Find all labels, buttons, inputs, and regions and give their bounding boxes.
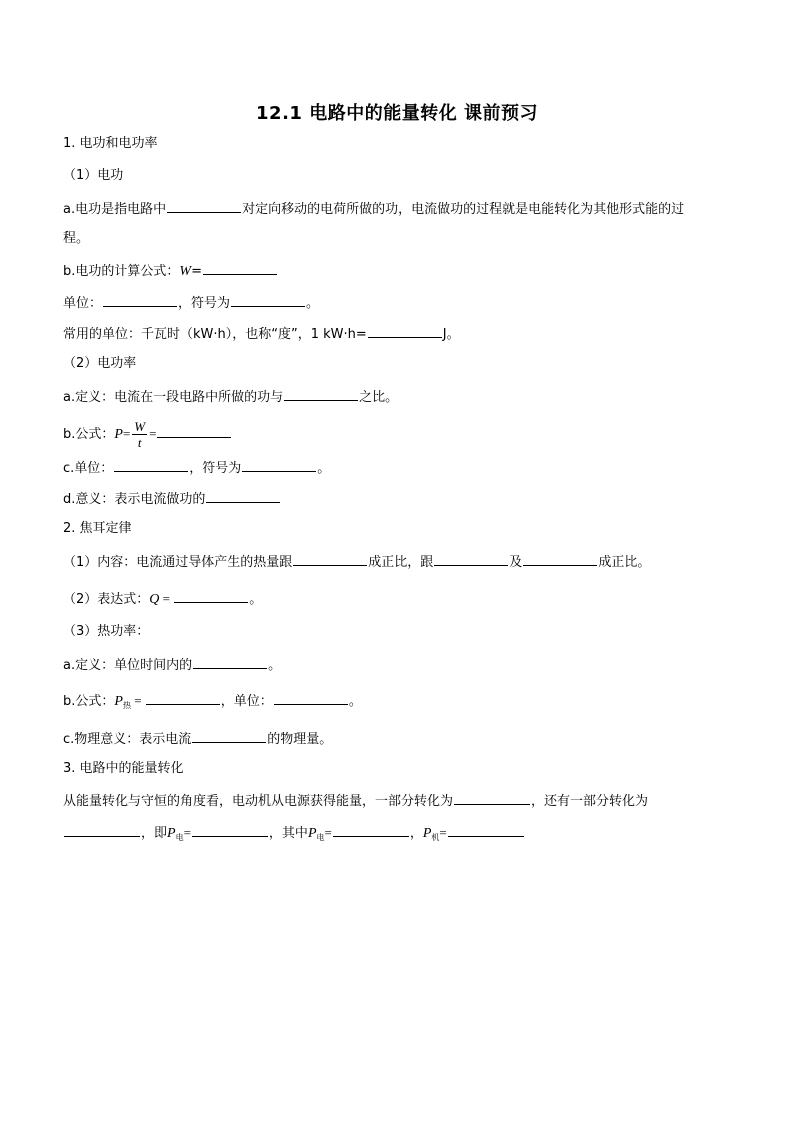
answer-blank[interactable] xyxy=(103,292,177,307)
question-1a xyxy=(63,198,684,218)
answer-blank[interactable] xyxy=(333,822,409,837)
equals: = xyxy=(183,825,191,840)
subheading-heat-power: （3）热功率： xyxy=(63,624,150,639)
p-letter: P xyxy=(167,826,176,841)
answer-blank[interactable] xyxy=(434,551,508,566)
text: （1）内容：电流通过导体产生的热量跟 xyxy=(63,555,293,570)
variable-w: W xyxy=(179,264,192,279)
p-letter: P xyxy=(422,826,432,841)
fraction-w-over-t xyxy=(132,419,147,450)
variable-q: Q xyxy=(149,592,160,607)
equals: = xyxy=(439,825,447,840)
section-2-heading: 2. 焦耳定律 xyxy=(63,521,132,536)
variable-p-heat xyxy=(114,694,131,709)
numerator: W xyxy=(134,419,146,434)
answer-blank[interactable] xyxy=(206,488,280,503)
text: ，还有一部分转化为 xyxy=(531,794,649,809)
variable-p-electric xyxy=(308,826,325,841)
text: 成正比，跟 xyxy=(368,555,434,570)
question-unit xyxy=(63,292,319,312)
subscript-electric: 电 xyxy=(175,833,184,842)
question-energy-conversion xyxy=(63,790,648,810)
equals: = xyxy=(324,825,332,840)
answer-blank[interactable] xyxy=(193,654,267,669)
answer-blank[interactable] xyxy=(157,423,231,438)
equals: = xyxy=(159,591,174,606)
question-power-d xyxy=(63,488,281,508)
text: ，符号为 xyxy=(189,461,242,476)
text: 从能量转化与守恒的角度看，电动机从电源获得能量，一部分转化为 xyxy=(63,794,454,809)
text: 常用的单位：千瓦时（kW·h），也称“度”，1 kW·h= xyxy=(63,327,367,342)
question-heat-a xyxy=(63,654,281,674)
text: 。 xyxy=(268,658,282,673)
text: c.物理意义：表示电流 xyxy=(63,732,192,747)
subheading-electric-work: （1）电功 xyxy=(63,168,124,183)
text: 。 xyxy=(317,461,331,476)
equals: = xyxy=(130,693,145,708)
text: b.公式： xyxy=(63,694,115,709)
question-joule-content xyxy=(63,551,650,571)
denominator: t xyxy=(137,435,142,450)
question-common-unit xyxy=(63,323,460,343)
text: a.定义：单位时间内的 xyxy=(63,658,193,673)
equals: = xyxy=(149,426,157,441)
text: b.公式： xyxy=(63,427,115,442)
text: d.意义：表示电流做功的 xyxy=(63,492,206,507)
question-1b xyxy=(63,260,278,280)
text: a.电功是指电路中 xyxy=(63,202,167,217)
answer-blank[interactable] xyxy=(293,551,367,566)
subscript-electric: 电 xyxy=(316,833,325,842)
subheading-electric-power: （2）电功率 xyxy=(63,356,137,371)
answer-blank[interactable] xyxy=(454,790,530,805)
question-power-a xyxy=(63,386,398,406)
variable-p-machine xyxy=(423,826,440,841)
text: ， xyxy=(409,826,423,841)
subscript-heat: 热 xyxy=(122,701,131,710)
question-1a-continued: 程。 xyxy=(63,231,90,246)
equals: = xyxy=(122,426,131,441)
answer-blank[interactable] xyxy=(167,198,241,213)
text: 对定向移动的电荷所做的功，电流做功的过程就是电能转化为其他形式能的过 xyxy=(242,202,685,217)
text: ，符号为 xyxy=(178,296,231,311)
question-joule-expression xyxy=(63,588,262,608)
question-power-c xyxy=(63,457,330,477)
equals: = xyxy=(191,264,202,279)
text: 。 xyxy=(249,592,263,607)
text: 之比。 xyxy=(359,390,399,405)
answer-blank[interactable] xyxy=(242,457,316,472)
page-title: 12.1 电路中的能量转化 课前预习 xyxy=(256,103,538,124)
text: 。 xyxy=(348,694,362,709)
section-1-heading: 1. 电功和电功率 xyxy=(63,136,158,151)
section-3-heading: 3. 电路中的能量转化 xyxy=(63,761,184,776)
text: 的物理量。 xyxy=(267,732,333,747)
text: 及 xyxy=(509,555,523,570)
variable-p-electric xyxy=(167,826,184,841)
subscript-machine: 机 xyxy=(431,833,440,842)
text: ，其中 xyxy=(268,826,308,841)
answer-blank[interactable] xyxy=(64,822,140,837)
answer-blank[interactable] xyxy=(274,690,348,705)
text: ，即 xyxy=(141,826,168,841)
answer-blank[interactable] xyxy=(203,260,277,275)
question-heat-b xyxy=(63,690,362,710)
answer-blank[interactable] xyxy=(284,386,358,401)
answer-blank[interactable] xyxy=(448,822,524,837)
text: c.单位： xyxy=(63,461,114,476)
text: 。 xyxy=(306,296,320,311)
answer-blank[interactable] xyxy=(192,728,266,743)
answer-blank[interactable] xyxy=(114,457,188,472)
variable-p: P xyxy=(114,427,123,442)
answer-blank[interactable] xyxy=(174,588,248,603)
p-letter: P xyxy=(114,694,123,709)
answer-blank[interactable] xyxy=(523,551,597,566)
text: （2）表达式： xyxy=(63,592,150,607)
question-energy-conversion-continued xyxy=(63,822,525,842)
answer-blank[interactable] xyxy=(368,323,442,338)
text: a.定义：电流在一段电路中所做的功与 xyxy=(63,390,284,405)
answer-blank[interactable] xyxy=(231,292,305,307)
text: b.电功的计算公式： xyxy=(63,264,180,279)
answer-blank[interactable] xyxy=(146,690,220,705)
p-letter: P xyxy=(307,826,317,841)
text: 成正比。 xyxy=(598,555,651,570)
text: J。 xyxy=(442,327,460,342)
text: 单位： xyxy=(63,296,103,311)
question-power-b xyxy=(63,419,232,450)
text: ，单位： xyxy=(220,694,273,709)
question-heat-c xyxy=(63,728,332,748)
answer-blank[interactable] xyxy=(192,822,268,837)
